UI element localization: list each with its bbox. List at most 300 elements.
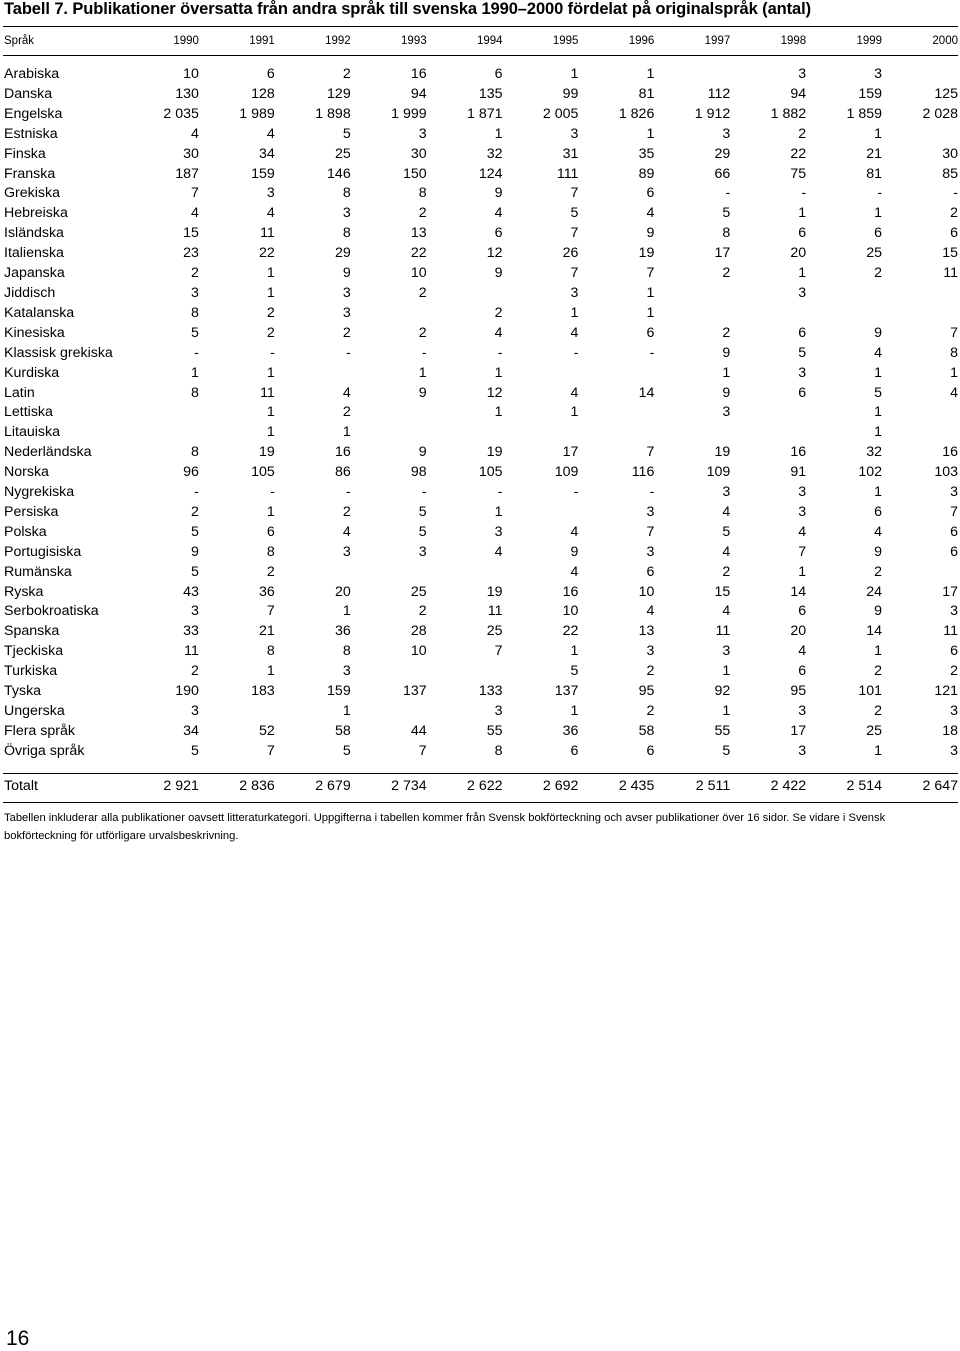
table-row: [3, 364, 958, 384]
table-cell: 135: [478, 85, 503, 102]
table-cell: 9: [646, 225, 655, 242]
table-cell: 103: [934, 464, 958, 481]
table-cell: 159: [327, 683, 351, 700]
table-cell: 6: [950, 523, 958, 540]
language-label: Övriga språk: [4, 742, 85, 759]
year-header: 1995: [552, 35, 579, 47]
table-cell: 10: [410, 265, 427, 282]
table-cell: 112: [707, 85, 731, 102]
table-cell: [199, 702, 275, 722]
table-cell: 1 826: [618, 105, 655, 122]
table-cell: 2: [874, 703, 883, 719]
table-cell: 15: [942, 245, 958, 262]
table-cell: 15: [183, 225, 199, 242]
table-cell: 25: [334, 145, 351, 162]
table-row: [3, 423, 958, 443]
table-cell: 105: [478, 464, 503, 481]
table-cell: 6: [950, 643, 958, 660]
table-cell: [882, 304, 958, 324]
table-cell: -: [953, 185, 958, 202]
table-cell: 9: [722, 344, 731, 361]
table-cell: 4: [570, 563, 579, 580]
table-cell: 3: [950, 603, 958, 620]
language-label: Nederländska: [4, 444, 92, 461]
language-label: Estniska: [4, 125, 58, 142]
year-header: 1992: [325, 35, 351, 47]
table-cell: 2: [418, 284, 427, 301]
table-cell: 6: [950, 543, 958, 560]
table-cell: 3: [342, 284, 351, 301]
table-cell: 3: [798, 364, 807, 381]
table-cell: 3: [342, 304, 351, 321]
table-cell: 19: [714, 444, 731, 461]
language-label: Serbokroatiska: [4, 603, 99, 620]
table-cell: 129: [327, 85, 351, 102]
table-cell: 2: [266, 304, 275, 321]
table-cell: 1 999: [391, 105, 427, 122]
lang-column-header: Språk: [4, 35, 35, 47]
table-cell: 3: [494, 703, 503, 719]
table-row: [3, 384, 958, 404]
table-cell: 1: [874, 125, 883, 142]
table-cell: 137: [402, 683, 427, 700]
table-cell: 2: [722, 324, 731, 341]
table-cell: 6: [874, 503, 883, 520]
table-cell: 105: [251, 464, 275, 481]
table-cell: 1: [798, 265, 807, 282]
table-cell: 6: [494, 225, 503, 242]
table-cell: -: [270, 484, 275, 501]
table-cell: 5: [418, 503, 427, 520]
table-row: [3, 125, 958, 145]
table-cell: 111: [556, 165, 579, 182]
language-label: Persiska: [4, 503, 59, 520]
table-cell: 9: [418, 444, 427, 461]
language-label: Japanska: [4, 265, 65, 282]
year-header: 1996: [628, 35, 655, 47]
table-cell: 7: [266, 742, 275, 759]
table-cell: 190: [175, 683, 199, 700]
language-label: Lettiska: [4, 404, 53, 421]
table-cell: 22: [790, 145, 807, 162]
table-cell: 109: [706, 464, 731, 481]
table-cell: 16: [334, 444, 351, 461]
table-cell: 9: [874, 324, 883, 341]
table-cell: 2: [342, 324, 351, 341]
table-cell: 21: [259, 623, 275, 640]
table-cell: 128: [251, 85, 275, 102]
table-cell: [654, 423, 730, 443]
table-cell: 6: [798, 225, 807, 242]
table-cell: 4: [191, 205, 199, 222]
table-cell: 2: [874, 265, 883, 282]
table-cell: 109: [554, 464, 579, 481]
table-title: Tabell 7. Publikationer översatta från andra språk till svenska 1990–2000 fördelat på originalspråk (antal): [4, 0, 811, 18]
language-label: Klassisk grekiska: [4, 344, 113, 361]
table-cell: 1: [494, 364, 503, 381]
table-row: [3, 622, 958, 642]
table-cell: 4: [191, 125, 199, 142]
table-cell: 23: [183, 245, 199, 262]
table-cell: 2: [950, 663, 958, 680]
table-cell: 121: [934, 683, 958, 700]
language-label: Kinesiska: [4, 324, 65, 341]
table-cell: 11: [184, 643, 199, 660]
table-cell: 1 882: [770, 105, 807, 122]
table-cell: 1: [266, 663, 275, 680]
table-cell: 11: [943, 623, 958, 640]
table-cell: 3: [950, 742, 958, 759]
language-label: Katalanska: [4, 304, 75, 321]
total-cell: 2 511: [695, 778, 731, 794]
table-cell: 20: [790, 623, 807, 640]
table-cell: 2: [874, 663, 883, 680]
table-cell: -: [270, 344, 275, 361]
table-cell: 1: [722, 703, 731, 719]
table-cell: 4: [722, 543, 731, 560]
table-cell: 10: [410, 643, 427, 660]
table-cell: 19: [259, 444, 275, 461]
table-cell: 1: [874, 424, 883, 441]
table-cell: 6: [950, 225, 958, 242]
table-cell: 4: [722, 603, 731, 620]
table-cell: 5: [191, 523, 199, 540]
table-cell: 1: [191, 364, 199, 381]
table-cell: 55: [714, 722, 731, 739]
table-cell: 5: [342, 742, 351, 759]
table-cell: 1: [646, 66, 655, 82]
table-cell: [806, 284, 882, 304]
table-cell: 6: [646, 742, 655, 759]
table-cell: 137: [554, 683, 579, 700]
table-row: [3, 742, 958, 762]
table-cell: 183: [251, 683, 275, 700]
table-cell: 124: [478, 165, 503, 182]
table-cell: [578, 423, 654, 443]
table-cell: 2: [950, 205, 958, 222]
table-cell: 4: [874, 523, 883, 540]
table-cell: 12: [486, 245, 503, 262]
table-cell: 94: [410, 85, 427, 102]
table-cell: -: [421, 344, 427, 361]
table-cell: 5: [570, 663, 579, 680]
language-label: Finska: [4, 145, 46, 162]
table-cell: -: [497, 484, 503, 501]
year-header: 1991: [249, 35, 275, 47]
table-cell: 8: [342, 185, 351, 202]
table-cell: 20: [334, 583, 351, 600]
language-label: Portugisiska: [4, 543, 82, 560]
table-cell: 58: [334, 722, 351, 739]
year-header: 2000: [932, 35, 958, 47]
table-cell: [351, 423, 427, 443]
table-cell: 4: [646, 603, 655, 620]
language-label: Spanska: [4, 623, 60, 640]
table-cell: 2: [646, 703, 655, 719]
table-cell: 1: [266, 503, 275, 520]
table-row: [3, 224, 958, 244]
table-cell: 8: [191, 304, 199, 321]
table-cell: 1: [798, 205, 807, 222]
table-cell: 11: [487, 603, 503, 620]
table-cell: 52: [259, 722, 275, 739]
table-cell: 29: [334, 245, 351, 262]
table-cell: 5: [722, 205, 731, 222]
table-cell: 8: [191, 384, 199, 401]
language-label: Tyska: [4, 683, 42, 700]
table-cell: 36: [334, 623, 351, 640]
total-rule: [3, 773, 958, 774]
table-cell: 30: [410, 145, 427, 162]
table-cell: 18: [942, 722, 958, 739]
language-label: Rumänska: [4, 563, 72, 580]
table-cell: 2: [798, 125, 807, 142]
table-cell: 25: [410, 583, 427, 600]
table-cell: [882, 403, 958, 423]
table-cell: [882, 125, 958, 145]
table-cell: 4: [950, 384, 958, 401]
table-cell: 1: [874, 484, 883, 501]
table-cell: [503, 364, 579, 384]
table-cell: [654, 65, 730, 85]
table-cell: 2: [266, 563, 275, 580]
table-cell: 89: [638, 165, 655, 182]
table-cell: 8: [342, 225, 351, 242]
table-cell: 98: [410, 464, 427, 481]
table-cell: 159: [251, 165, 275, 182]
table-cell: 3: [342, 663, 351, 680]
table-cell: 3: [570, 284, 579, 301]
table-cell: 4: [494, 205, 503, 222]
table-cell: 125: [934, 85, 958, 102]
table-cell: 95: [790, 683, 807, 700]
table-cell: 2: [874, 563, 883, 580]
table-cell: [654, 304, 730, 324]
table-cell: [882, 284, 958, 304]
table-cell: 3: [722, 643, 731, 660]
table-cell: 3: [494, 523, 503, 540]
language-label: Ryska: [4, 583, 44, 600]
table-cell: 9: [570, 543, 579, 560]
table-cell: [730, 304, 806, 324]
table-cell: [427, 284, 503, 304]
table-cell: -: [649, 484, 655, 501]
table-cell: 86: [334, 464, 351, 481]
table-cell: 66: [714, 165, 731, 182]
table-cell: 1: [570, 66, 579, 82]
language-label: Kurdiska: [4, 364, 60, 381]
table-cell: 91: [790, 464, 807, 481]
table-row: [3, 563, 958, 583]
table-cell: 6: [798, 384, 807, 401]
table-row: [3, 662, 958, 682]
table-cell: 1: [874, 404, 883, 421]
table-cell: -: [345, 484, 351, 501]
table-cell: 6: [646, 185, 655, 202]
table-cell: [351, 403, 427, 423]
table-cell: 9: [418, 384, 427, 401]
table-cell: 2: [646, 663, 655, 680]
language-label: Grekiska: [4, 185, 60, 202]
table-cell: 6: [570, 742, 579, 759]
table-cell: -: [194, 344, 199, 361]
table-cell: [882, 65, 958, 85]
table-cell: 2: [191, 503, 199, 520]
table-cell: [427, 662, 503, 682]
table-cell: 92: [714, 683, 731, 700]
page-number: 16: [6, 1327, 30, 1350]
table-cell: 159: [858, 85, 883, 102]
table-cell: 14: [866, 623, 883, 640]
table-row: [3, 184, 958, 204]
table-row: [3, 324, 958, 344]
table-cell: [427, 563, 503, 583]
table-row: [3, 503, 958, 523]
language-label: Nygrekiska: [4, 484, 75, 501]
table-cell: -: [421, 484, 427, 501]
table-cell: 3: [646, 503, 655, 520]
table-cell: 58: [638, 722, 655, 739]
table-cell: 1: [494, 503, 503, 520]
table-cell: -: [801, 185, 807, 202]
bottom-rule: [3, 802, 958, 803]
language-label: Italienska: [4, 245, 64, 262]
table-cell: 24: [866, 583, 883, 600]
table-cell: 1: [494, 404, 503, 421]
table-row: [3, 105, 958, 125]
table-row: [3, 244, 958, 264]
table-cell: 2: [266, 324, 275, 341]
table-cell: 20: [790, 245, 807, 262]
total-cell: 2 836: [239, 778, 275, 794]
table-cell: 6: [798, 663, 807, 680]
table-cell: 3: [266, 185, 275, 202]
table-cell: [275, 364, 351, 384]
table-cell: -: [649, 344, 655, 361]
table-cell: 25: [866, 245, 883, 262]
table-cell: 1: [266, 364, 275, 381]
table-cell: [806, 304, 882, 324]
table-cell: [503, 423, 579, 443]
table-cell: 8: [494, 742, 503, 759]
language-label: Isländska: [4, 225, 64, 242]
table-cell: 32: [866, 444, 883, 461]
table-cell: 133: [478, 683, 503, 700]
total-cell: 2 435: [618, 778, 655, 794]
table-row: [3, 403, 958, 423]
table-cell: 4: [798, 643, 807, 660]
table-row: [3, 165, 958, 185]
table-cell: 101: [858, 683, 883, 700]
table-cell: 3: [570, 125, 579, 142]
language-label: Norska: [4, 464, 49, 481]
table-cell: 10: [638, 583, 655, 600]
table-cell: 34: [259, 145, 275, 162]
table-cell: 2 005: [542, 105, 579, 122]
table-row: [3, 642, 958, 662]
table-cell: 3: [722, 484, 731, 501]
table-cell: 1: [266, 265, 275, 282]
table-cell: 75: [790, 165, 807, 182]
table-cell: 34: [183, 722, 199, 739]
total-cell: 2 679: [315, 778, 351, 794]
table-cell: 6: [266, 66, 275, 82]
table-cell: 21: [866, 145, 883, 162]
table-cell: 1: [570, 304, 579, 321]
table-cell: 1: [570, 703, 579, 719]
table-cell: 9: [494, 185, 503, 202]
table-cell: [275, 563, 351, 583]
table-cell: -: [497, 344, 503, 361]
table-cell: 3: [191, 284, 199, 301]
table-cell: 2: [191, 663, 199, 680]
table-cell: 19: [486, 444, 503, 461]
table-cell: 5: [722, 742, 731, 759]
header-row: [3, 32, 958, 50]
table-cell: 11: [260, 384, 275, 401]
table-cell: 1: [418, 364, 427, 381]
language-label: Danska: [4, 85, 53, 102]
table-cell: 1: [722, 364, 731, 381]
table-cell: 1 871: [467, 105, 503, 122]
table-cell: 1: [874, 364, 883, 381]
table-cell: 1: [266, 404, 275, 421]
table-cell: 3: [342, 543, 351, 560]
table-cell: [427, 423, 503, 443]
table-cell: 36: [259, 583, 275, 600]
table-cell: 3: [191, 703, 199, 719]
table-cell: 130: [175, 85, 199, 102]
table-cell: 9: [874, 603, 883, 620]
table-cell: -: [573, 484, 579, 501]
table-cell: 2: [418, 324, 427, 341]
language-label: Arabiska: [4, 66, 60, 82]
table-cell: -: [877, 185, 883, 202]
table-cell: 7: [570, 185, 579, 202]
table-row: [3, 602, 958, 622]
table-cell: 29: [714, 145, 731, 162]
table-cell: 3: [798, 66, 807, 82]
table-cell: 8: [342, 643, 351, 660]
table-cell: 4: [874, 344, 883, 361]
table-cell: 5: [722, 523, 731, 540]
table-cell: [351, 563, 427, 583]
table-cell: 4: [342, 523, 351, 540]
table-cell: 6: [494, 66, 503, 82]
table-cell: 25: [486, 623, 503, 640]
table-cell: 3: [950, 484, 958, 501]
table-cell: 3: [722, 125, 731, 142]
table-cell: 5: [418, 523, 427, 540]
table-cell: 7: [646, 444, 655, 461]
total-cell: 2 422: [770, 778, 807, 794]
table-row: [3, 443, 958, 463]
table-cell: 7: [418, 742, 427, 759]
table-cell: 6: [798, 603, 807, 620]
table-cell: 16: [562, 583, 579, 600]
table-cell: 3: [874, 66, 883, 82]
table-cell: 1: [798, 563, 807, 580]
table-cell: 81: [866, 165, 883, 182]
table-cell: 1: [646, 304, 655, 321]
table-cell: 16: [410, 66, 427, 82]
table-row: [3, 483, 958, 503]
language-label: Ungerska: [4, 703, 65, 719]
table-cell: [351, 304, 427, 324]
table-cell: 1: [950, 364, 958, 381]
table-row: [3, 463, 958, 483]
language-label: Polska: [4, 523, 47, 540]
